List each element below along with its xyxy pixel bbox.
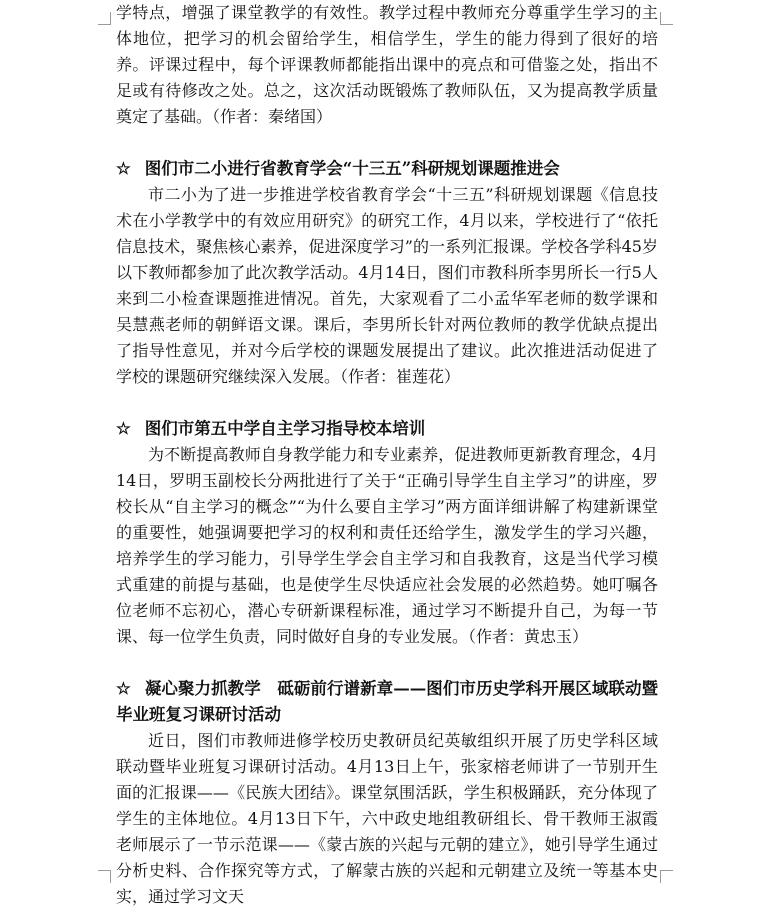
article-2-title: 图们市第五中学自主学习指导校本培训 (144, 419, 426, 438)
article-2-body: 为不断提高教师自身教学能力和专业素养，促进教师更新教育理念，4月14日，罗明玉副校长分两批进行了关于“正确引导学生自主学习”的讲座，罗校长从“自主学习的概念”“为什么要自主学习”两方面详细讲解了构建新课堂的重要性，她强调要把学习的权利和责任还给学生，激发学生的学习兴趣，培养学生的学习能力，引导学生学会自主学习和自我教育，这是当代学习模式重建的前提与基础，也是使学生尽快适应社会发展的必然趋势。她叮嘱各位老师不忘初心，潜心专研新课程标准，通过学习不断提升自己，为每一节课、每一位学生负责，同时做好自身的专业发展。（作者：黄忠玉） (116, 445, 658, 646)
spacer (116, 390, 658, 416)
crop-mark-bottom-right (660, 870, 673, 883)
crop-mark-top-left (98, 12, 111, 25)
article-3-body: 近日，图们市教师进修学校历史教研员纪英敏组织开展了历史学科区域联动暨毕业班复习课研讨活动。4月13日上午，张家榕老师讲了一节别开生面的汇报课——《民族大团结》。课堂氛围活跃，学生积极踊跃，充分体现了学生的主体地位。4月13日下午，六中政史地组教研组长、骨干教师王淑霞老师展示了一节示范课——《蒙古族的兴起与元朝的建立》，她引导学生通过分析史料、合作探究等方式，了解蒙古族的兴起和元朝建立及统一等基本史实，通过学习文天 (116, 731, 658, 906)
spacer (116, 130, 658, 156)
star-icon: ☆ (116, 159, 131, 178)
spacer (116, 650, 658, 676)
crop-mark-top-right (660, 12, 673, 25)
article-3-title: 凝心聚力抓教学 砥砺前行谱新章——图们市历史学科开展区域联动暨毕业班复习课研讨活动 (116, 679, 659, 724)
star-icon: ☆ (116, 679, 131, 698)
article-1-body: 市二小为了进一步推进学校省教育学会“十三五”科研规划课题《信息技术在小学教学中的有效应用研究》的研究工作，4月以来，学校进行了“依托信息技术，聚焦核心素养，促进深度学习”的一系列汇报课。学校各学科45岁以下教师都参加了此次教学活动。4月14日，图们市教科所李男所长一行5人来到二小检查课题推进情况。首先，大家观看了二小孟华军老师的数学课和吴慧燕老师的朝鲜语文课。课后，李男所长针对两位教师的教学优缺点提出了指导性意见，并对今后学校的课题发展提出了建议。此次推进活动促进了学校的课题研究继续深入发展。（作者：崔莲花） (116, 185, 658, 386)
article-2-heading (116, 416, 658, 442)
article-1 (116, 156, 658, 390)
article-3-heading (116, 676, 658, 728)
article-1-heading (116, 156, 658, 182)
star-icon: ☆ (116, 419, 131, 438)
article-3 (116, 676, 658, 910)
intro-paragraph: 学特点，增强了课堂教学的有效性。教学过程中教师充分尊重学生学习的主体地位，把学习的机会留给学生，相信学生，学生的能力得到了很好的培养。评课过程中，每个评课教师都能指出课中的亮点和可借鉴之处，指出不足或有待修改之处。总之，这次活动既锻炼了教师队伍，又为提高教学质量奠定了基础。（作者：秦绪国） (116, 3, 658, 126)
article-2 (116, 416, 658, 650)
document-body (116, 0, 658, 910)
crop-mark-bottom-left (98, 870, 111, 883)
article-1-title: 图们市二小进行省教育学会“十三五”科研规划课题推进会 (144, 159, 560, 178)
